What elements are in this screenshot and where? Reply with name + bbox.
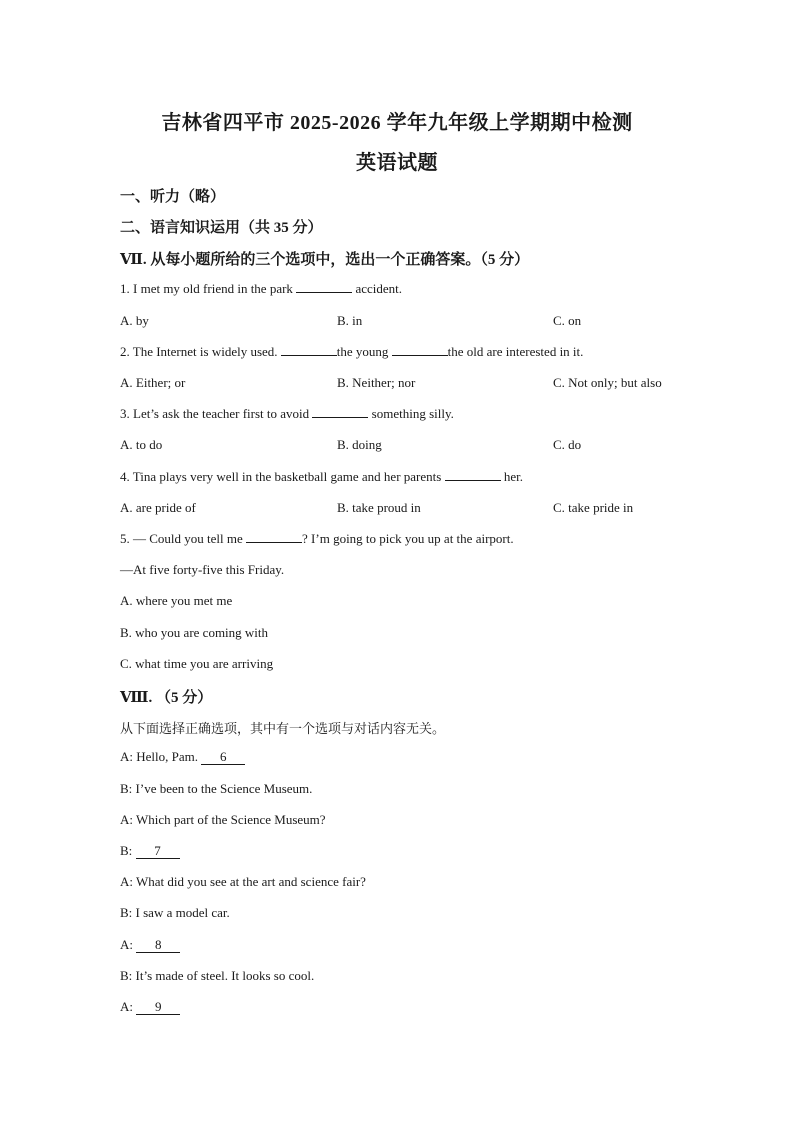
dialogue-line: A: Hello, Pam. 6 — [120, 749, 245, 765]
part8-heading: Ⅷ. （5 分） — [120, 690, 213, 706]
numbered-blank: 9 — [136, 1000, 180, 1015]
option-b: B. doing — [337, 437, 382, 452]
question-2: 2. The Internet is widely used. the young the old are interested in it. — [120, 344, 584, 359]
question-5: 5. — Could you tell me ? I’m going to pick you up at the airport. — [120, 531, 514, 546]
option-c: C. Not only; but also — [553, 375, 662, 390]
dialogue-line: A: What did you see at the art and science fair? — [120, 874, 366, 889]
exam-subtitle: 英语试题 — [356, 152, 438, 174]
section-listening: 一、听力（略） — [120, 189, 226, 205]
numbered-blank: 6 — [201, 750, 245, 765]
answer-blank — [312, 417, 368, 418]
answer-blank — [281, 355, 337, 356]
option-c: C. take pride in — [553, 500, 634, 515]
dialogue-line: A: 8 — [120, 937, 180, 953]
option-b: B. in — [337, 313, 363, 328]
dialogue-line: B: I’ve been to the Science Museum. — [120, 781, 313, 796]
option-c: C. on — [553, 313, 582, 328]
answer-blank — [296, 292, 352, 293]
option-a: A. to do — [120, 437, 163, 452]
dialogue-line: B: I saw a model car. — [120, 905, 230, 920]
answer-blank — [246, 542, 302, 543]
dialogue-line: A: 9 — [120, 999, 180, 1015]
dialogue-line: A: Which part of the Science Museum? — [120, 812, 326, 827]
option-c: C. do — [553, 437, 582, 452]
option-b: B. Neither; nor — [337, 375, 416, 390]
answer-blank — [445, 480, 501, 481]
option-b: B. take proud in — [337, 500, 421, 515]
question-1: 1. I met my old friend in the park accident. — [120, 281, 402, 296]
numbered-blank: 7 — [136, 844, 180, 859]
section-language-use: 二、语言知识运用（共 35 分） — [120, 220, 323, 236]
question-5-option-b: B. who you are coming with — [120, 625, 269, 640]
dialogue-line: B: 7 — [120, 843, 180, 859]
question-4: 4. Tina plays very well in the basketball game and her parents her. — [120, 469, 523, 484]
question-3: 3. Let’s ask the teacher first to avoid something silly. — [120, 406, 454, 421]
question-5-reply: —At five forty-five this Friday. — [120, 562, 285, 577]
exam-title: 吉林省四平市 2025-2026 学年九年级上学期期中检测 — [161, 112, 633, 134]
part8-instruction: 从下面选择正确选项，其中有一个选项与对话内容无关。 — [120, 721, 446, 736]
dialogue-line: B: It’s made of steel. It looks so cool. — [120, 968, 315, 983]
question-5-option-c: C. what time you are arriving — [120, 656, 274, 671]
option-a: A. are pride of — [120, 500, 196, 515]
option-a: A. Either; or — [120, 375, 186, 390]
numbered-blank: 8 — [136, 938, 180, 953]
option-a: A. by — [120, 313, 149, 328]
question-5-option-a: A. where you met me — [120, 593, 233, 608]
part7-heading: Ⅶ. 从每小题所给的三个选项中，选出一个正确答案。（5 分） — [120, 252, 530, 268]
answer-blank — [392, 355, 448, 356]
